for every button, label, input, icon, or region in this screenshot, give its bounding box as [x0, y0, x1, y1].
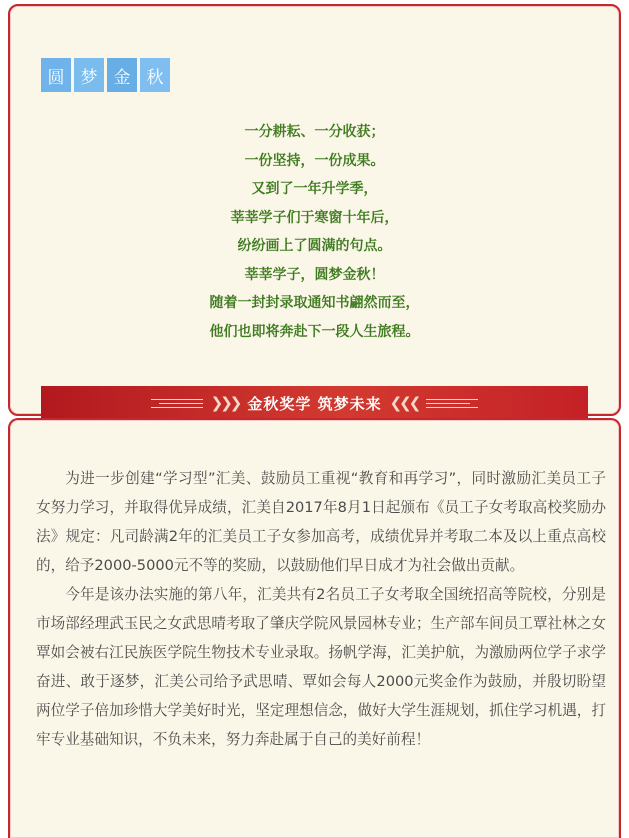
banner-title: 金秋奖学 筑梦未来: [247, 394, 382, 413]
left-decoration-lines: [151, 399, 203, 408]
poem-line: 他们也即将奔赴下一段人生旅程。: [209, 323, 420, 340]
poem-block: [10, 118, 619, 346]
poem-line: 一分耕耘、一分收获；: [244, 124, 385, 140]
poem-line: 一份坚持，一份成果。: [244, 152, 385, 169]
poem-line: 莘莘学子们于寒窗十年后，: [230, 209, 399, 226]
section-tag-char: 金: [107, 58, 137, 92]
article-card: [8, 418, 621, 838]
section-tag-char: 圆: [41, 58, 71, 92]
right-decoration-lines: [426, 399, 478, 408]
chevron-right-icon: ❯❯❯: [210, 394, 240, 412]
article-paragraph: 为进一步创建“学习型”汇美、鼓励员工重视“教育和再学习”，同时激励汇美员工子女努力学习，并取得优异成绩，汇美自2017年8月1日起颁布《员工子女考取高校奖励办法》规定：凡司龄满2年的汇美员工子女参加高考，成绩优异并考取二本及以上重点高校的，给予2000-5000元不等的奖励，以鼓励他们早日成才为社会做出贡献。: [36, 470, 606, 574]
title-banner: [41, 386, 588, 422]
article-body: [36, 464, 606, 754]
section-tag-char: 秋: [140, 58, 170, 92]
section-tag-char: 梦: [74, 58, 104, 92]
chevron-left-icon: ❮❮❮: [389, 394, 419, 412]
poem-line: 莘莘学子，圆梦金秋！: [244, 266, 385, 283]
section-tag-group: [41, 58, 170, 92]
intro-card: [8, 4, 621, 416]
poem-line: 又到了一年升学季，: [251, 181, 378, 197]
poem-line: 纷纷画上了圆满的句点。: [237, 238, 392, 254]
poem-line: 随着一封封录取通知书翩然而至，: [209, 295, 420, 311]
article-paragraph: 今年是该办法实施的第八年，汇美共有2名员工子女考取全国统招高等院校，分别是市场部经理武玉民之女武思晴考取了肇庆学院风景园林专业；生产部车间员工覃社林之女覃如会被右江民族医学院生物技术专业录取。扬帆学海，汇美护航，为激励两位学子求学奋进、敢于逐梦，汇美公司给予武思晴、覃如会每人2000元奖金作为鼓励，并殷切盼望两位学子倍加珍惜大学美好时光，坚定理想信念，做好大学生涯规划，抓住学习机遇，打牢专业基础知识，不负未来，努力奔赴属于自己的美好前程！: [36, 586, 606, 748]
